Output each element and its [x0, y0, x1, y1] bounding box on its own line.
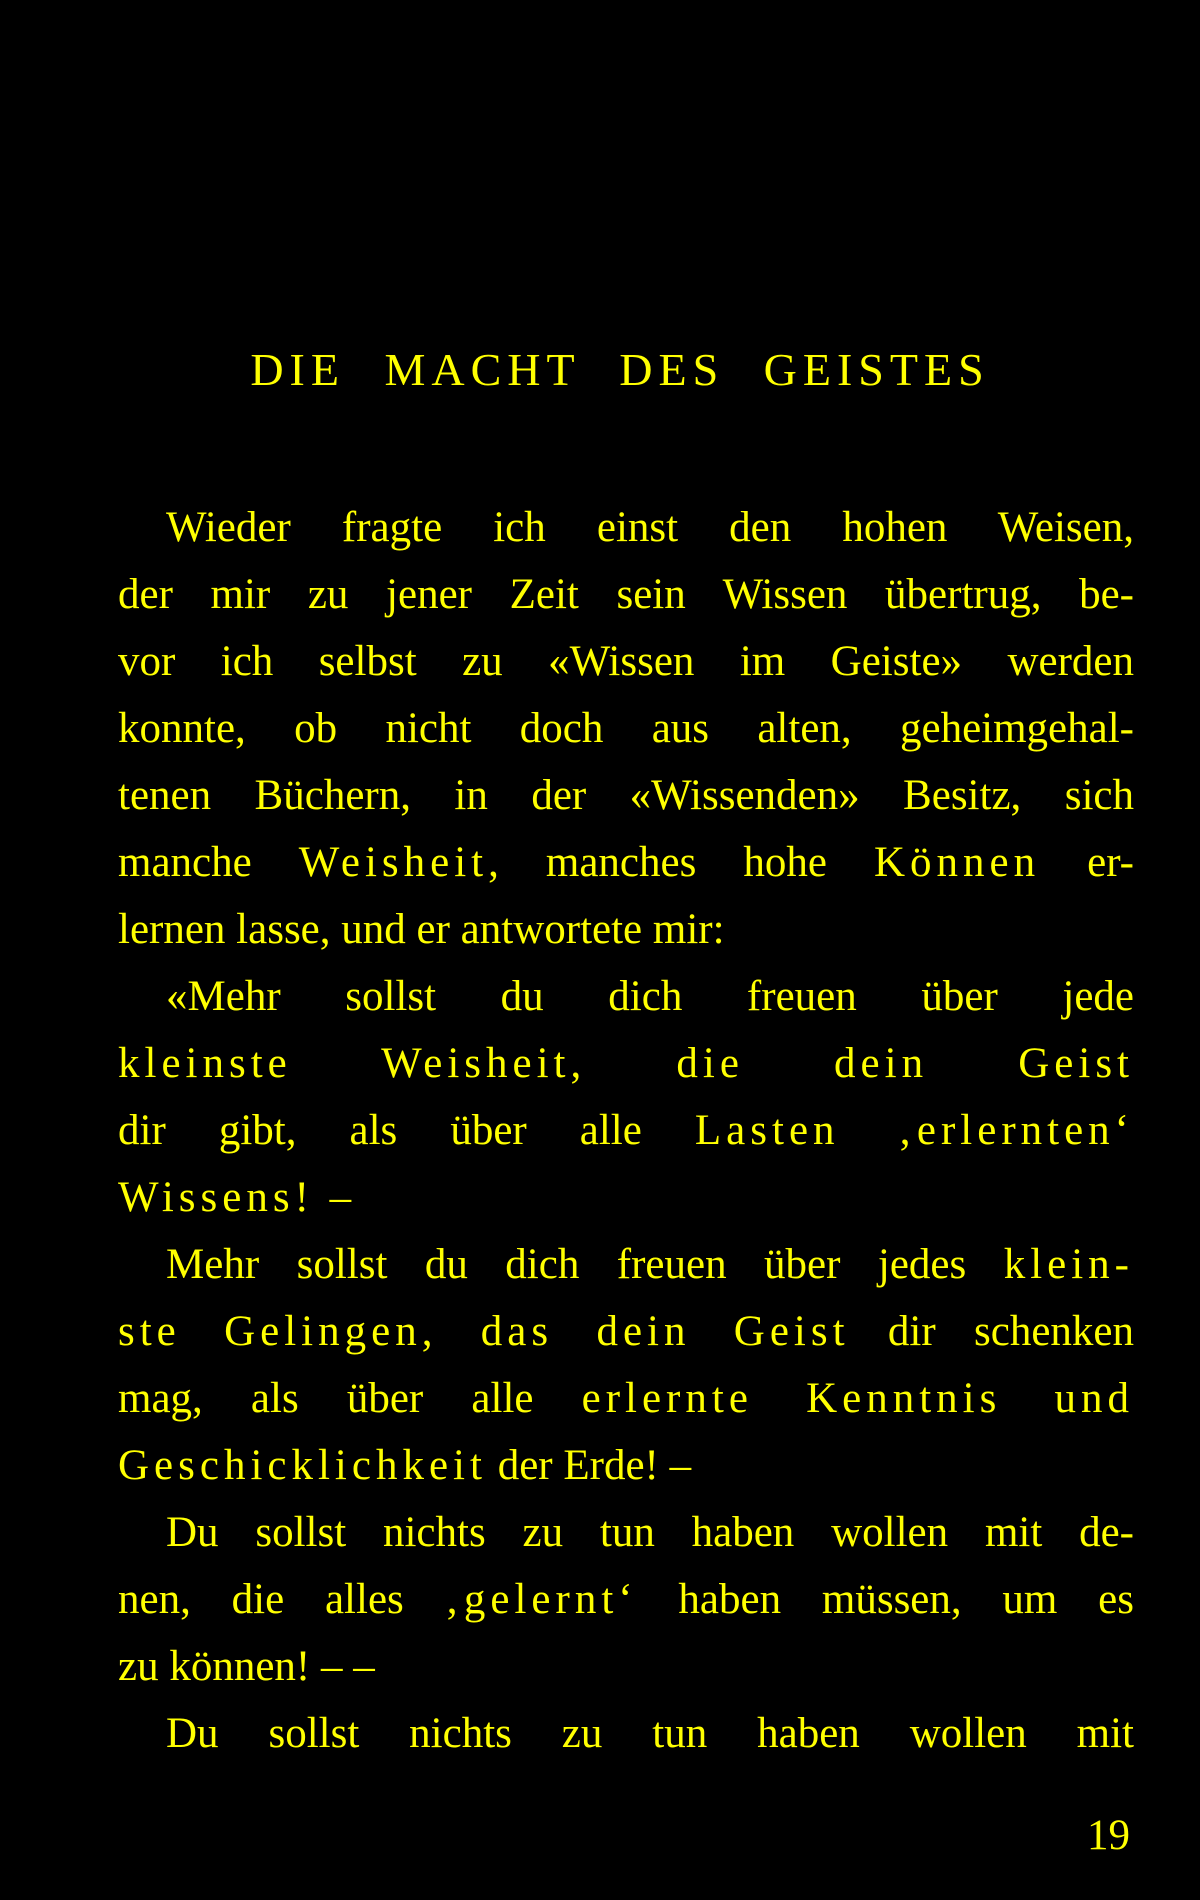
emphasized-text: Weisheit	[298, 839, 489, 886]
text-line	[118, 494, 1134, 561]
text-line	[118, 1499, 1134, 1566]
text-segment: dir gibt, als über alle	[118, 1107, 695, 1154]
text-line	[118, 1164, 1134, 1231]
emphasized-text: ste Gelingen, das dein Geist	[118, 1308, 850, 1355]
text-segment: nen, die alles	[118, 1576, 445, 1623]
text-segment: Du sollst nichts zu tun haben wollen mit	[166, 1710, 1134, 1757]
text-line	[118, 1030, 1134, 1097]
text-line	[118, 829, 1134, 896]
emphasized-text: kleinste Weisheit, die dein Geist	[118, 1040, 1134, 1087]
text-segment: Mehr sollst du dich freuen über jedes	[166, 1241, 1004, 1288]
text-line	[118, 896, 1134, 963]
text-segment: manche	[118, 839, 299, 886]
text-segment: vor ich selbst zu «Wissen im Geiste» werden	[118, 638, 1134, 685]
text-segment: mag, als über alle	[118, 1375, 582, 1422]
chapter-title: DIE MACHT DES GEISTES	[250, 344, 990, 395]
text-line	[118, 1633, 1134, 1700]
emphasized-text: Können	[873, 839, 1041, 886]
text-segment: er-	[1040, 839, 1134, 886]
text-segment: Wieder fragte ich einst den hohen Weisen,	[166, 504, 1134, 551]
text-segment: tenen Büchern, in der «Wissenden» Besitz, sich	[118, 772, 1134, 819]
text-line	[118, 561, 1134, 628]
text-line	[118, 1298, 1134, 1365]
text-line	[118, 695, 1134, 762]
text-line	[118, 762, 1134, 829]
text-line	[118, 963, 1134, 1030]
text-line	[118, 1566, 1134, 1633]
text-line	[118, 1097, 1134, 1164]
text-segment: Du sollst nichts zu tun haben wollen mit de-	[166, 1509, 1134, 1556]
emphasized-text: ‚gelernt‘	[444, 1576, 638, 1623]
text-segment: zu können! – –	[118, 1643, 375, 1690]
emphasized-text: klein-	[1003, 1241, 1134, 1288]
text-segment: , manches hohe	[488, 839, 874, 886]
body-text	[118, 494, 1134, 1767]
emphasized-text: Wissens! –	[118, 1174, 357, 1221]
text-segment: «Mehr sollst du dich freuen über jede	[166, 973, 1134, 1020]
text-line	[118, 1231, 1134, 1298]
text-segment: der Erde! –	[486, 1442, 692, 1489]
page-number: 19	[1087, 1812, 1130, 1859]
text-line	[118, 1432, 1134, 1499]
text-segment: haben müssen, um es	[637, 1576, 1134, 1623]
text-segment: konnte, ob nicht doch aus alten, geheimgehal-	[118, 705, 1134, 752]
emphasized-text: Geschicklichkeit	[118, 1442, 487, 1489]
text-segment: lernen lasse, und er antwortete mir:	[118, 906, 725, 953]
emphasized-text: Lasten ‚erlernten‘	[694, 1107, 1134, 1154]
text-line	[118, 1365, 1134, 1432]
text-line	[118, 628, 1134, 695]
text-line	[118, 1700, 1134, 1767]
text-segment: der mir zu jener Zeit sein Wissen übertrug, be-	[118, 571, 1134, 618]
emphasized-text: erlernte Kenntnis und	[581, 1375, 1134, 1422]
text-segment: dir schenken	[849, 1308, 1134, 1355]
